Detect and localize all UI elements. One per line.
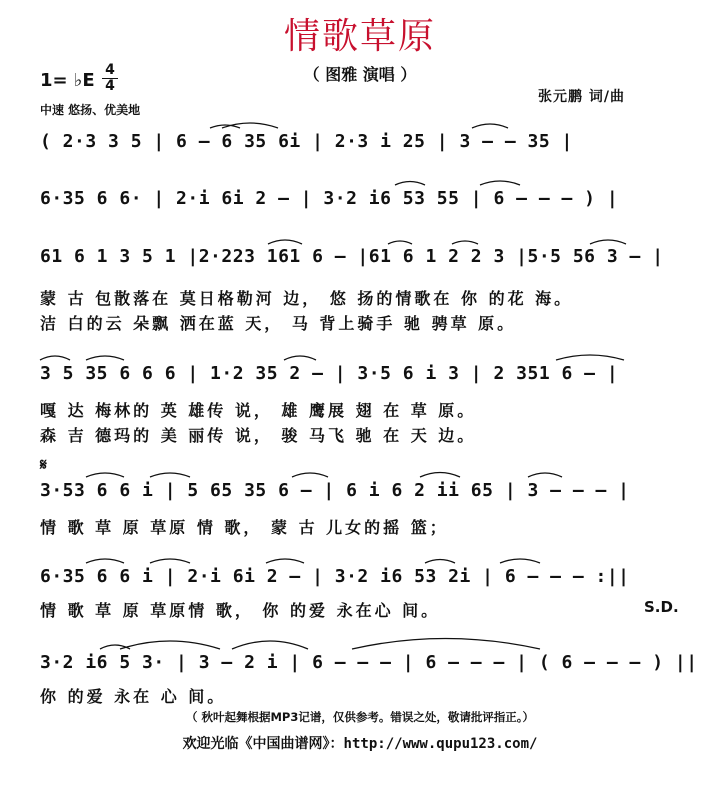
lyric-row-4-verse-1: 嘎 达 梅林的 英 雄传 说， 雄 鹰展 翅 在 草 原。 <box>40 401 477 420</box>
slur-arc <box>150 473 190 477</box>
slur-arc <box>40 356 70 360</box>
slur-arc <box>388 241 412 244</box>
slur-arc <box>268 240 302 244</box>
site-footer: 欢迎光临《中国曲谱网》：http://www.qupu123.com/ <box>182 736 538 752</box>
time-signature <box>102 63 118 94</box>
slur-arc <box>86 473 124 477</box>
slur-arc <box>210 125 240 128</box>
slur-arc <box>500 559 540 563</box>
singer-credit: （ 图雅 演唱 ） <box>303 65 417 84</box>
slur-arc <box>232 641 308 649</box>
slur-arc <box>472 124 508 128</box>
time-sig-bottom: 4 <box>102 78 118 94</box>
notation-row-6: 6·35 6 6 i | 2·i 6i 2 – | 3·2 i6 53 2i | 6 – – – :|| <box>40 566 630 587</box>
slur-arc <box>222 123 278 128</box>
composer-credit: 张元鹏 词/曲 <box>538 89 625 105</box>
slur-arc <box>395 182 425 186</box>
slur-arc <box>425 560 455 564</box>
segno-icon: 𝄋 <box>40 455 47 474</box>
slur-arc <box>266 559 304 563</box>
lyric-row-4-verse-2: 森 吉 德玛的 美 丽传 说， 骏 马飞 驰 在 天 边。 <box>40 426 477 445</box>
slur-arc <box>284 356 316 360</box>
lyric-row-3-verse-1: 蒙 古 包散落在 莫日格勒河 边， 悠 扬的情歌在 你 的花 海。 <box>40 289 574 308</box>
song-title: 情歌草原 <box>283 16 436 57</box>
slur-arc <box>452 241 478 244</box>
tempo-mark: 中速 悠扬、优美地 <box>40 103 141 117</box>
notation-row-3: 61 6 1 3 5 1 |2·223 161 6 – |61 6 1 2 2 3 |5·5 56 3 – | <box>40 246 664 267</box>
lyric-row-7: 你 的爱 永在 心 间。 <box>40 687 227 706</box>
notation-row-2: 6·35 6 6· | 2·i 6i 2 – | 3·2 i6 53 55 | 6 – – – ) | <box>40 188 619 209</box>
slur-arc <box>590 240 626 244</box>
notation-row-1: ( 2·3 3 5 | 6 – 6 35 6i | 2·3 i 25 | 3 – – 35 | <box>40 131 573 152</box>
notation-row-4: 3 5 35 6 6 6 | 1·2 35 2 – | 3·5 6 i 3 | 2 351 6 – | <box>40 363 619 384</box>
dal-segno-mark: S.D. <box>644 598 679 616</box>
slur-arc <box>86 356 124 360</box>
slur-arc <box>292 473 328 477</box>
time-sig-top: 4 <box>105 62 115 78</box>
notation-row-5: 3·53 6 6 i | 5 65 35 6 – | 6 i 6 2 ii 65 | 3 – – – | <box>40 480 630 501</box>
slur-arc <box>150 559 190 563</box>
slur-arc <box>480 181 520 185</box>
key-signature: 1= ♭E <box>40 70 95 91</box>
lyric-row-3-verse-2: 洁 白的云 朵飘 洒在蓝 天， 马 背上骑手 驰 骋草 原。 <box>40 314 517 333</box>
slur-arc <box>100 645 130 649</box>
lyric-row-6: 情 歌 草 原 草原情 歌， 你 的爱 永在心 间。 <box>40 601 441 620</box>
slur-arc <box>86 559 124 563</box>
slur-arc <box>420 473 460 478</box>
slur-arc <box>352 639 540 650</box>
slur-arc <box>528 473 562 477</box>
slur-arc <box>556 355 624 360</box>
slur-arc <box>120 641 220 649</box>
transcription-note: （ 秋叶起舞根据MP3记谱，仅供参考。错误之处，敬请批评指正。） <box>185 710 535 724</box>
notation-row-7: 3·2 i6 5 3· | 3 – 2 i | 6 – – – | 6 – – – | ( 6 – – – ) || <box>40 652 698 673</box>
lyric-row-5: 情 歌 草 原 草原 情 歌， 蒙 古 儿女的摇 篮； <box>40 518 449 537</box>
